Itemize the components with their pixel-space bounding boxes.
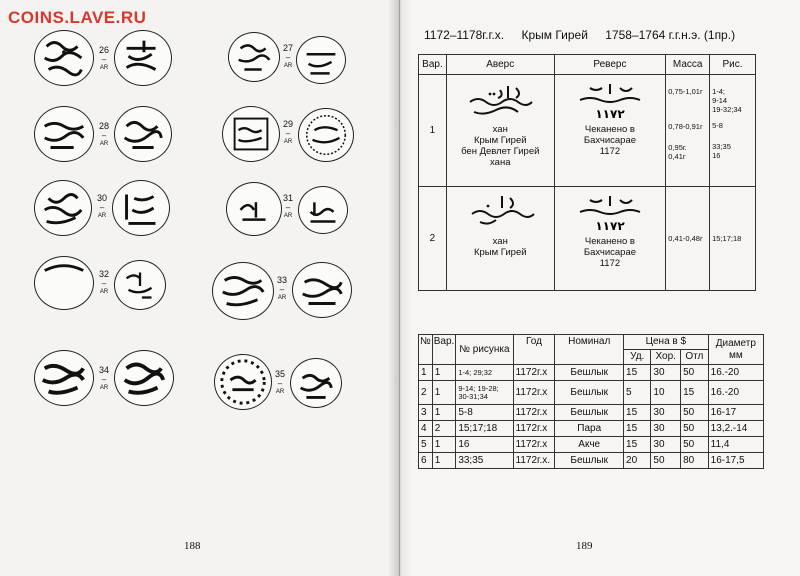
coin-obverse-image bbox=[222, 106, 280, 162]
cell-year: 1172г.х bbox=[513, 381, 555, 405]
cell-price-otl: 80 bbox=[681, 453, 709, 469]
revers-line: Бахчисарае bbox=[583, 135, 637, 146]
cell-price-ud: 15 bbox=[624, 421, 651, 437]
cell-diameter: 11,4 bbox=[708, 437, 763, 453]
revers-inscription-image bbox=[557, 192, 664, 232]
coin-number: 35 bbox=[274, 369, 285, 379]
cell-no: 1 bbox=[419, 365, 433, 381]
coin-obverse-image bbox=[34, 30, 94, 86]
ris-value: 16 bbox=[712, 151, 721, 160]
revers-line: 1172 bbox=[599, 258, 621, 269]
cell-ris: 33;35 bbox=[456, 453, 513, 469]
cell-year: 1172г.х bbox=[513, 405, 555, 421]
coin-label: 30 – AR bbox=[94, 194, 110, 221]
coin-metal: AR bbox=[283, 63, 293, 69]
cell-revers bbox=[554, 75, 666, 187]
ris-value: 9-14 bbox=[712, 96, 728, 105]
cell-var: 2 bbox=[432, 421, 456, 437]
cell-no: 2 bbox=[419, 381, 433, 405]
site-watermark: COINS.LAVE.RU bbox=[8, 8, 147, 27]
header-var: Вар. bbox=[419, 55, 447, 75]
cell-no: 6 bbox=[419, 453, 433, 469]
cell-year: 1172г.х. bbox=[513, 453, 555, 469]
cell-var: 1 bbox=[432, 437, 456, 453]
cell-ris: 16 bbox=[456, 437, 513, 453]
table-row bbox=[419, 365, 764, 381]
coin-obverse-image bbox=[34, 180, 92, 236]
cell-no: 4 bbox=[419, 421, 433, 437]
coin-label: 32 – AR bbox=[96, 270, 112, 297]
avers-line: хана bbox=[490, 157, 511, 168]
mass-value: 0,95г. bbox=[668, 143, 687, 152]
cell-price-ud: 15 bbox=[624, 365, 651, 381]
revers-line: 1172 bbox=[599, 146, 621, 157]
cell-ris: 1-4; 29;32 bbox=[456, 365, 513, 381]
coin-number: 31 bbox=[282, 193, 293, 203]
revers-line: Чеканено в bbox=[584, 124, 635, 135]
cell-ris: 5-8 bbox=[456, 405, 513, 421]
cell-year: 1172г.х bbox=[513, 437, 555, 453]
coin-metal: AR bbox=[99, 385, 109, 391]
ris-value: 15;17;18 bbox=[712, 234, 742, 243]
coin-plate-28 bbox=[34, 106, 184, 166]
cell-no: 5 bbox=[419, 437, 433, 453]
ris-value: 1-4; bbox=[712, 87, 726, 96]
cell-nominal: Акче bbox=[555, 437, 624, 453]
coin-reverse-image bbox=[114, 106, 172, 162]
header-price: Цена в $ bbox=[624, 335, 709, 350]
cell-var: 1 bbox=[432, 381, 456, 405]
section-heading bbox=[424, 28, 749, 42]
header-ris: № рисунка bbox=[456, 335, 513, 365]
cell-price-otl: 50 bbox=[681, 421, 709, 437]
cell-diameter: 16-17 bbox=[708, 405, 763, 421]
coin-plate-29 bbox=[222, 106, 372, 166]
coin-number: 29 bbox=[282, 119, 293, 129]
cell-diameter: 16.-20 bbox=[708, 365, 763, 381]
cell-price-otl: 15 bbox=[681, 381, 709, 405]
svg-text:١١٧٢: ١١٧٢ bbox=[595, 107, 625, 120]
revers-line: Бахчисарае bbox=[583, 247, 637, 258]
coin-metal: AR bbox=[283, 139, 293, 145]
page-number-left: 188 bbox=[184, 540, 201, 552]
cell-mass bbox=[666, 75, 710, 187]
coin-reverse-image bbox=[298, 186, 348, 234]
varieties-table bbox=[418, 54, 756, 291]
coin-label: 34 – AR bbox=[96, 366, 112, 393]
coin-label: 28 – AR bbox=[96, 122, 112, 149]
coin-label: 33 – AR bbox=[274, 276, 290, 303]
cell-year: 1172г.х bbox=[513, 365, 555, 381]
header-price-hor: Хор. bbox=[651, 350, 681, 365]
cell-price-otl: 50 bbox=[681, 437, 709, 453]
coin-plate-35 bbox=[214, 354, 364, 414]
coin-metal: AR bbox=[97, 213, 107, 219]
cell-price-hor: 30 bbox=[651, 365, 681, 381]
coin-label: 29 – AR bbox=[280, 120, 296, 147]
cell-var: 1 bbox=[432, 405, 456, 421]
table-row bbox=[419, 421, 764, 437]
coin-label: 27 – AR bbox=[280, 44, 296, 71]
prices-table bbox=[418, 334, 764, 469]
ris-value: 5-8 bbox=[712, 121, 723, 130]
coin-metal: AR bbox=[277, 295, 287, 301]
header-mass: Масса bbox=[666, 55, 710, 75]
avers-line: Крым Гирей bbox=[473, 135, 527, 146]
header-year: Год bbox=[513, 335, 555, 365]
coin-metal: AR bbox=[99, 141, 109, 147]
cell-avers bbox=[446, 75, 554, 187]
coin-reverse-image bbox=[114, 30, 172, 86]
coin-number: 28 bbox=[98, 121, 109, 131]
heading-years-hijri: 1172–1178г.г.х. bbox=[424, 28, 505, 42]
ris-value: 19-32;34 bbox=[712, 105, 742, 114]
coin-number: 32 bbox=[98, 269, 109, 279]
cell-price-ud: 15 bbox=[624, 437, 651, 453]
cell-price-hor: 30 bbox=[651, 437, 681, 453]
coin-number: 27 bbox=[282, 43, 293, 53]
cell-no: 3 bbox=[419, 405, 433, 421]
table-header-row bbox=[419, 335, 764, 350]
header-avers: Аверс bbox=[446, 55, 554, 75]
cell-year: 1172г.х bbox=[513, 421, 555, 437]
cell-price-hor: 10 bbox=[651, 381, 681, 405]
table-header-row bbox=[419, 55, 756, 75]
table-row bbox=[419, 453, 764, 469]
mass-value: 0,75-1,01г bbox=[668, 87, 703, 96]
coin-number: 26 bbox=[98, 45, 109, 55]
heading-ruler: Крым Гирей bbox=[521, 28, 588, 42]
coin-obverse-image bbox=[34, 106, 94, 162]
cell-price-hor: 50 bbox=[651, 453, 681, 469]
coin-plate-34 bbox=[34, 350, 184, 410]
cell-ris bbox=[710, 187, 756, 291]
mass-value: 0,78-0,91г bbox=[668, 122, 703, 131]
header-revers: Реверс bbox=[554, 55, 666, 75]
cell-nominal: Бешлык bbox=[555, 453, 624, 469]
avers-line: хан bbox=[492, 124, 508, 135]
coin-number: 33 bbox=[276, 275, 287, 285]
coin-reverse-image bbox=[290, 358, 342, 408]
header-price-ud: Уд. bbox=[624, 350, 651, 365]
coin-obverse-image bbox=[212, 262, 274, 320]
revers-inscription-image bbox=[557, 80, 664, 120]
header-nominal: Номинал bbox=[555, 335, 624, 365]
cell-price-ud: 20 bbox=[624, 453, 651, 469]
table-row bbox=[419, 75, 756, 187]
coin-reverse-image bbox=[112, 180, 170, 236]
header-price-otl: Отл bbox=[681, 350, 709, 365]
ris-value: 33;35 bbox=[712, 142, 731, 151]
cell-price-ud: 5 bbox=[624, 381, 651, 405]
coin-metal: AR bbox=[99, 289, 109, 295]
header-no: № bbox=[419, 335, 433, 365]
coin-obverse-image bbox=[228, 32, 280, 82]
cell-avers bbox=[446, 187, 554, 291]
header-ris: Рис. bbox=[710, 55, 756, 75]
cell-nominal: Бешлык bbox=[555, 381, 624, 405]
cell-nominal: Бешлык bbox=[555, 365, 624, 381]
header-var: Вар. bbox=[432, 335, 456, 365]
cell-price-hor: 30 bbox=[651, 421, 681, 437]
table-row bbox=[419, 405, 764, 421]
book-spine-shadow bbox=[388, 0, 412, 576]
svg-text:١١٧٢: ١١٧٢ bbox=[595, 219, 625, 232]
coin-obverse-image bbox=[34, 256, 94, 310]
coin-reverse-image bbox=[114, 260, 166, 310]
coin-obverse-image bbox=[214, 354, 272, 410]
coin-metal: AR bbox=[283, 213, 293, 219]
cell-price-ud: 15 bbox=[624, 405, 651, 421]
table-row bbox=[419, 187, 756, 291]
coin-obverse-image bbox=[226, 182, 282, 236]
cell-nominal: Бешлык bbox=[555, 405, 624, 421]
cell-var: 1 bbox=[419, 75, 447, 187]
coin-metal: AR bbox=[99, 65, 109, 71]
table-row bbox=[419, 381, 764, 405]
coin-plate-26 bbox=[34, 30, 184, 90]
avers-line: Крым Гирей bbox=[473, 247, 527, 258]
avers-line: хан bbox=[492, 236, 508, 247]
cell-revers bbox=[554, 187, 666, 291]
avers-inscription-image bbox=[449, 192, 552, 232]
coin-number: 34 bbox=[98, 365, 109, 375]
mass-value: 0,41-0,48г bbox=[668, 234, 703, 243]
coin-reverse-image bbox=[298, 108, 354, 162]
coin-metal: AR bbox=[275, 389, 285, 395]
coin-plate-30 bbox=[34, 180, 184, 240]
cell-diameter: 16-17,5 bbox=[708, 453, 763, 469]
table-row bbox=[419, 437, 764, 453]
coin-reverse-image bbox=[296, 36, 346, 84]
cell-diameter: 13,2.-14 bbox=[708, 421, 763, 437]
coin-reverse-image bbox=[292, 262, 352, 318]
cell-price-hor: 30 bbox=[651, 405, 681, 421]
avers-line: бен Девлет Гирей bbox=[461, 146, 540, 157]
cell-price-otl: 50 bbox=[681, 365, 709, 381]
cell-var: 1 bbox=[432, 453, 456, 469]
header-diameter: Диаметр мм bbox=[708, 335, 763, 365]
cell-var: 2 bbox=[419, 187, 447, 291]
coin-obverse-image bbox=[34, 350, 94, 406]
cell-ris: 9-14; 19-28; 30-31;34 bbox=[456, 381, 513, 405]
page-number-right: 189 bbox=[576, 540, 593, 552]
coin-plate-33 bbox=[212, 262, 372, 322]
mass-value: 0,41г bbox=[668, 152, 686, 161]
cell-ris: 15;17;18 bbox=[456, 421, 513, 437]
cell-price-otl: 50 bbox=[681, 405, 709, 421]
coin-plate-31 bbox=[226, 182, 376, 242]
coin-reverse-image bbox=[114, 350, 174, 406]
coin-label: 31 – AR bbox=[280, 194, 296, 221]
coin-plate-32 bbox=[34, 256, 184, 316]
coin-label: 35 – AR bbox=[272, 370, 288, 397]
avers-inscription-image bbox=[449, 80, 552, 120]
coin-label: 26 – AR bbox=[96, 46, 112, 73]
cell-var: 1 bbox=[432, 365, 456, 381]
cell-diameter: 16.-20 bbox=[708, 381, 763, 405]
cell-mass bbox=[666, 187, 710, 291]
revers-line: Чеканено в bbox=[584, 236, 635, 247]
cell-nominal: Пара bbox=[555, 421, 624, 437]
coin-number: 30 bbox=[96, 193, 107, 203]
cell-ris bbox=[710, 75, 756, 187]
coin-plate-27 bbox=[228, 32, 378, 92]
heading-years-ce: 1758–1764 г.г.н.э. (1пр.) bbox=[605, 28, 736, 42]
